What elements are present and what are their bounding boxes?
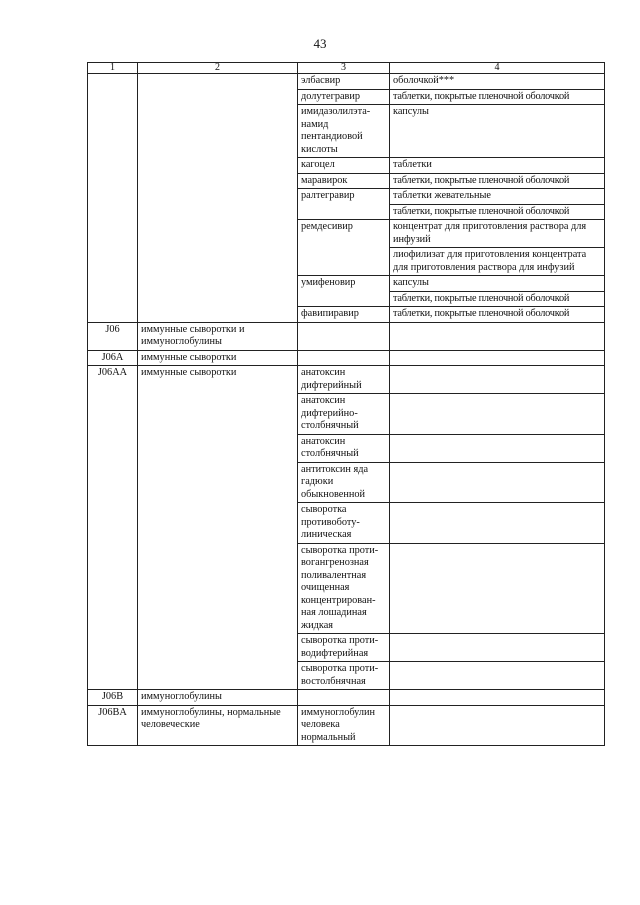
dosage-form-empty [390, 366, 605, 394]
group-cell-empty [138, 74, 298, 323]
drug-name: анатоксин дифтерийный [298, 366, 390, 394]
drug-name: сыворотка проти-водифтерийная [298, 634, 390, 662]
drug-name: сыворотка проти-вогангренозная поливалентная очищенная концентрирован-ная лошадиная жидкая [298, 543, 390, 634]
dosage-form: таблетки, покрытые пленочной оболочкой [390, 291, 605, 307]
drug-table [87, 62, 605, 746]
drug-name: элбасвир [298, 74, 390, 90]
dosage-form-empty [390, 543, 605, 634]
drug-name: сыворотка проти-востолбнячная [298, 662, 390, 690]
table-row [88, 366, 605, 394]
table-row [88, 322, 605, 350]
atc-code: J06BA [88, 705, 138, 746]
dosage-form: лиофилизат для приготовления концентрата для приготовления раствора для инфузий [390, 248, 605, 276]
dosage-form: таблетки, покрытые пленочной оболочкой [390, 204, 605, 220]
dosage-form: капсулы [390, 105, 605, 158]
table-header-row [88, 63, 605, 74]
group-title: иммунные сыворотки и иммуноглобулины [138, 322, 298, 350]
dosage-form: оболочкой*** [390, 74, 605, 90]
drug-name: умифеновир [298, 276, 390, 307]
dosage-form-empty [390, 462, 605, 503]
page-number: 43 [313, 36, 327, 51]
dosage-form: капсулы [390, 276, 605, 292]
column-header: 2 [138, 63, 298, 74]
drug-name: анатоксин столбнячный [298, 434, 390, 462]
dosage-form: таблетки [390, 158, 605, 174]
table-row [88, 705, 605, 746]
drug-name: антитоксин яда гадюки обыкновенной [298, 462, 390, 503]
drug-name: фавипиравир [298, 307, 390, 323]
code-cell-empty [88, 74, 138, 323]
dosage-form-empty [390, 322, 605, 350]
group-title: иммуноглобулины [138, 690, 298, 706]
table-row [88, 74, 605, 90]
drug-name: имидазолилэта-намид пентандиовой кислоты [298, 105, 390, 158]
dosage-form: таблетки, покрытые пленочной оболочкой [390, 307, 605, 323]
drug-name: кагоцел [298, 158, 390, 174]
dosage-form-empty [390, 662, 605, 690]
dosage-form-empty [390, 705, 605, 746]
drug-name: ралтегравир [298, 189, 390, 220]
column-header: 3 [298, 63, 390, 74]
group-title: иммунные сыворотки [138, 366, 298, 690]
drug-name: иммуноглобулин человека нормальный [298, 705, 390, 746]
atc-code: J06 [88, 322, 138, 350]
group-title: иммунные сыворотки [138, 350, 298, 366]
drug-name: маравирок [298, 173, 390, 189]
dosage-form-empty [390, 690, 605, 706]
dosage-form-empty [390, 503, 605, 544]
drug-name-empty [298, 350, 390, 366]
column-header: 4 [390, 63, 605, 74]
dosage-form: таблетки жевательные [390, 189, 605, 205]
dosage-form: таблетки, покрытые пленочной оболочкой [390, 89, 605, 105]
drug-name: анатоксин дифтерийно-столбнячный [298, 394, 390, 435]
dosage-form: концентрат для приготовления раствора для инфузий [390, 220, 605, 248]
atc-code: J06A [88, 350, 138, 366]
dosage-form-empty [390, 434, 605, 462]
drug-name-empty [298, 322, 390, 350]
dosage-form-empty [390, 634, 605, 662]
drug-name: сыворотка противоботу-линическая [298, 503, 390, 544]
drug-name: долутегравир [298, 89, 390, 105]
dosage-form-empty [390, 350, 605, 366]
group-title: иммуноглобулины, нормальные человеческие [138, 705, 298, 746]
drug-name: ремдесивир [298, 220, 390, 276]
atc-code: J06AA [88, 366, 138, 690]
table-row [88, 350, 605, 366]
dosage-form-empty [390, 394, 605, 435]
table-row [88, 690, 605, 706]
dosage-form: таблетки, покрытые пленочной оболочкой [390, 173, 605, 189]
column-header: 1 [88, 63, 138, 74]
atc-code: J06B [88, 690, 138, 706]
drug-name-empty [298, 690, 390, 706]
